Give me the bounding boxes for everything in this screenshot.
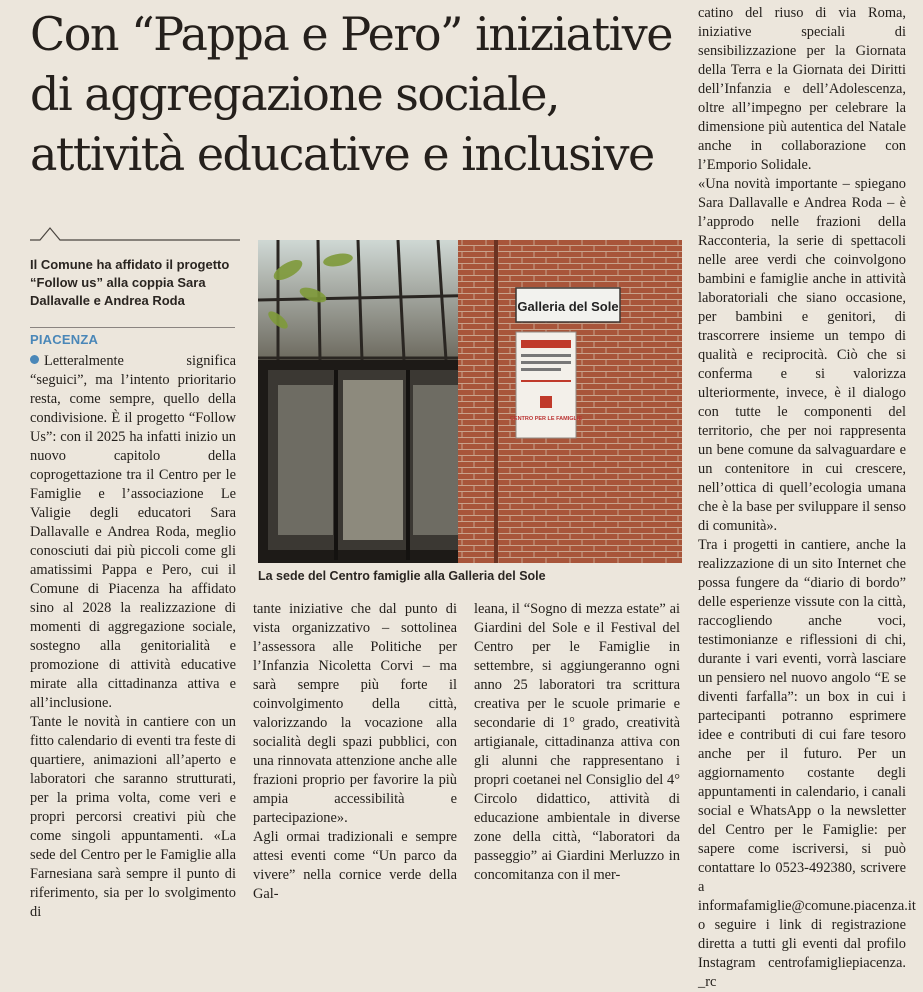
subhead-rule xyxy=(30,327,235,328)
bullet-marker xyxy=(30,355,39,364)
paragraph: Tante le novità in cantiere con un fitto calendario di eventi tra feste di quartiere, animazioni all’aperto e laboratori che saranno strutturati, per la prima volta, come veri e propri percorsi creativi più che come singoli appuntamenti. «La sede del Centro per le Famiglie alla Farnesiana sarà sempre il punto di riferimento, sia per lo svolgimento di xyxy=(30,714,236,920)
paragraph-text: Letteralmente significa “seguici”, ma l’intento prioritario resta, come sempre, quello della condivisione. È il progetto “Follow Us”: con il 2025 ha infatti inizio un nuovo capitolo della coprogettazione tra il Centro per le Famiglie e l’associazione Le Valigie degli educatori Sara Dallavalle e Andrea Roda, meglio conosciuti dai più piccoli come gli amatissimi Pappa e Pero, cui il Comune di Piacenza ha affidato sino al 2028 la realizzazione di momenti di aggregazione sociale, sostegno alla genitorialità e promozione di attività educative mirate alla cittadinanza attiva e all’inclusione. xyxy=(30,353,236,711)
headline xyxy=(30,4,690,184)
dateline: PIACENZA xyxy=(30,332,99,347)
photo-sign-text: Galleria del Sole xyxy=(517,299,619,314)
headline-line-1: Con “Pappa e Pero” iniziative xyxy=(30,7,673,61)
subhead: Il Comune ha affidato il progetto “Follow us” alla coppia Sara Dallavalle e Andrea Roda xyxy=(30,257,230,308)
paragraph: Agli ormai tradizionali e sempre attesi eventi come “Un parco da vivere” nella cornice verde della Gal- xyxy=(253,829,457,902)
column-2 xyxy=(253,600,457,904)
paragraph: Tra i progetti in cantiere, anche la realizzazione di un sito Internet che possa fungere da “diario di bordo” delle esperienze vissute con la città, raccogliendo anche voci, testimonianze e riflessioni di chi, durante i vari eventi, vorrà lasciare un pensiero nel nuovo angolo “E se diventi farfalla”: un box in cui i partecipanti potranno esprimere idee e contributi di cui fare tesoro anche per il futuro. Per un aggiornamento costante degli appuntamenti in calendario, i canali social e WhatsApp o la newsletter del Centro per le Famiglie: per sapere come iscriversi, si può contattare lo 0523-492380, scrivere a informafamiglie@comune.piacenza.it o seguire i link di registrazione diretta a tutti gli eventi dal profilo Instagram centrofamigliepiacenza. _rc xyxy=(698,537,916,990)
column-4 xyxy=(698,4,916,992)
column-1 xyxy=(30,352,236,922)
deck-mark-decoration xyxy=(30,224,240,242)
column-3 xyxy=(474,600,680,885)
paragraph xyxy=(30,352,236,713)
paragraph: catino del riuso di via Roma, iniziative speciali di sensibilizzazione per la Giornata della Terra e la Giornata dei Diritti dell’Infanzia e dell’Adolescenza, oltre all’impegno per celebrare la dimensione più autentica del Natale anche in collaborazione con l’Emporio Solidale. xyxy=(698,5,906,173)
paragraph: «Una novità importante – spiegano Sara Dallavalle e Andrea Roda – è l’approdo nelle frazioni della Racconteria, la serie di spettacoli nelle aree verdi che coinvolgono bambini e famiglie anche in attività laboratoriali che siano occasione, per bambini e genitori, di trascorrere insieme un tempo di qualità e reciprocità. Ciò che si conferma e si valorizza ulteriormente, invece, è il dialogo con tutte le componenti del territorio, che per noi rappresenta un bene comune da salvaguardare e un contenitore in cui crescere, nell’ottica di quell’ecologia umana che è la base per sviluppare il senso di comunità». xyxy=(698,176,906,534)
paragraph: leana, il “Sogno di mezza estate” ai Giardini del Sole e il Festival del Centro per le Famiglie in settembre, si aggiungeranno ogni anno 25 laboratori tra scrittura creativa per le scuole primarie e secondarie di 1° grado, creatività artigianale, cittadinanza attiva con gli alunni che rappresentano i propri coetanei nel Consiglio del 4° Circolo didattico, attività di educazione ambientale in diverse zone della città, “laboratori da passeggio” ai Giardini Merluzzo in concomitanza con il mer- xyxy=(474,601,680,883)
headline-line-3: attività educative e inclusive xyxy=(30,127,654,181)
photo-notice-text: CENTRO PER LE FAMIGLIE xyxy=(509,416,583,422)
article-photo xyxy=(258,240,682,563)
headline-line-2: di aggregazione sociale, xyxy=(30,67,560,121)
photo-illustration xyxy=(258,240,682,563)
paragraph: tante iniziative che dal punto di vista organizzativo – sottolinea l’assessora alle Politiche per l’Infanzia Nicoletta Corvi – ma sarà sempre più forte il coinvolgimento della città, valorizzando la vocazione alla socialità degli spazi pubblici, con una rinnovata attenzione anche alle frazioni proprio per favorire la più ampia accessibilità e partecipazione». xyxy=(253,601,457,826)
photo-caption: La sede del Centro famiglie alla Galleria del Sole xyxy=(258,569,546,583)
